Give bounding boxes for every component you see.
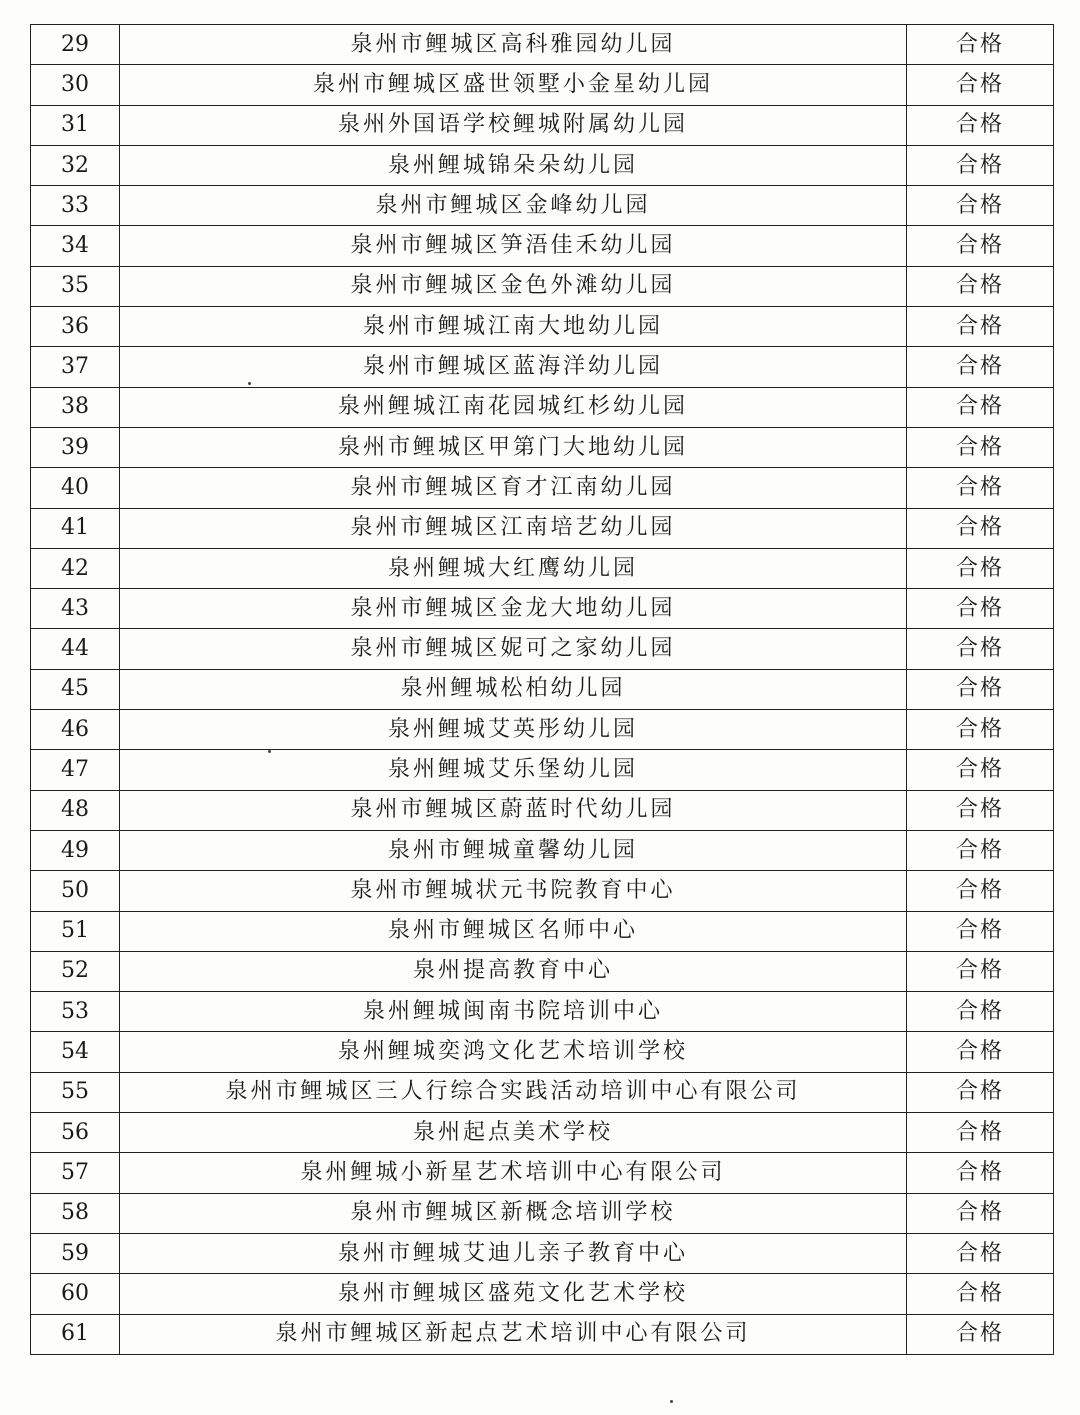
- row-number-cell: 46: [31, 710, 120, 750]
- row-number-cell: 37: [31, 347, 120, 387]
- institution-name-cell: 泉州市鲤城区高科雅园幼儿园: [120, 25, 907, 65]
- row-number-cell: 33: [31, 186, 120, 226]
- scan-speck: [268, 750, 271, 753]
- result-cell: 合格: [907, 992, 1054, 1032]
- institution-name-cell: 泉州市鲤城区蔚蓝时代幼儿园: [120, 790, 907, 830]
- table-row: [31, 951, 1054, 991]
- result-cell: 合格: [907, 1314, 1054, 1354]
- table-row: [31, 1193, 1054, 1233]
- institution-name-cell: 泉州市鲤城区笋浯佳禾幼儿园: [120, 226, 907, 266]
- row-number-cell: 55: [31, 1072, 120, 1112]
- row-number-cell: 48: [31, 790, 120, 830]
- table-row: [31, 1233, 1054, 1273]
- table-row: [31, 1153, 1054, 1193]
- result-cell: 合格: [907, 307, 1054, 347]
- institution-name-cell: 泉州市鲤城区新起点艺术培训中心有限公司: [120, 1314, 907, 1354]
- institution-name-cell: 泉州市鲤城区金峰幼儿园: [120, 186, 907, 226]
- institution-name-cell: 泉州市鲤城区育才江南幼儿园: [120, 468, 907, 508]
- table-row: [31, 508, 1054, 548]
- institution-name-cell: 泉州鲤城江南花园城红杉幼儿园: [120, 387, 907, 427]
- institution-name-cell: 泉州市鲤城状元书院教育中心: [120, 871, 907, 911]
- result-cell: 合格: [907, 145, 1054, 185]
- institution-name-cell: 泉州鲤城艾英彤幼儿园: [120, 710, 907, 750]
- row-number-cell: 38: [31, 387, 120, 427]
- institution-name-cell: 泉州市鲤城江南大地幼儿园: [120, 307, 907, 347]
- scan-speck: [248, 382, 251, 385]
- result-cell: 合格: [907, 1032, 1054, 1072]
- row-number-cell: 53: [31, 992, 120, 1032]
- institution-name-cell: 泉州鲤城大红鹰幼儿园: [120, 548, 907, 588]
- table-row: [31, 347, 1054, 387]
- result-cell: 合格: [907, 508, 1054, 548]
- table-row: [31, 226, 1054, 266]
- institution-name-cell: 泉州鲤城小新星艺术培训中心有限公司: [120, 1153, 907, 1193]
- institution-name-cell: 泉州市鲤城区三人行综合实践活动培训中心有限公司: [120, 1072, 907, 1112]
- table-row: [31, 1072, 1054, 1112]
- row-number-cell: 50: [31, 871, 120, 911]
- result-cell: 合格: [907, 750, 1054, 790]
- institution-name-cell: 泉州市鲤城区甲第门大地幼儿园: [120, 427, 907, 467]
- result-cell: 合格: [907, 1153, 1054, 1193]
- result-cell: 合格: [907, 226, 1054, 266]
- row-number-cell: 59: [31, 1233, 120, 1273]
- row-number-cell: 34: [31, 226, 120, 266]
- row-number-cell: 60: [31, 1274, 120, 1314]
- row-number-cell: 45: [31, 669, 120, 709]
- result-cell: 合格: [907, 1113, 1054, 1153]
- table-row: [31, 65, 1054, 105]
- table-row: [31, 25, 1054, 65]
- table-row: [31, 830, 1054, 870]
- table-row: [31, 145, 1054, 185]
- institution-name-cell: 泉州鲤城锦朵朵幼儿园: [120, 145, 907, 185]
- row-number-cell: 32: [31, 145, 120, 185]
- result-cell: 合格: [907, 266, 1054, 306]
- institution-name-cell: 泉州鲤城艾乐堡幼儿园: [120, 750, 907, 790]
- table-row: [31, 790, 1054, 830]
- table-row: [31, 548, 1054, 588]
- institution-name-cell: 泉州鲤城闽南书院培训中心: [120, 992, 907, 1032]
- table-row: [31, 307, 1054, 347]
- institution-name-cell: 泉州起点美术学校: [120, 1113, 907, 1153]
- institution-name-cell: 泉州市鲤城区盛世领墅小金星幼儿园: [120, 65, 907, 105]
- row-number-cell: 40: [31, 468, 120, 508]
- result-cell: 合格: [907, 710, 1054, 750]
- row-number-cell: 61: [31, 1314, 120, 1354]
- table-row: [31, 710, 1054, 750]
- row-number-cell: 35: [31, 266, 120, 306]
- row-number-cell: 39: [31, 427, 120, 467]
- institution-name-cell: 泉州市鲤城区妮可之家幼儿园: [120, 629, 907, 669]
- table-row: [31, 186, 1054, 226]
- row-number-cell: 42: [31, 548, 120, 588]
- row-number-cell: 56: [31, 1113, 120, 1153]
- table-row: [31, 266, 1054, 306]
- result-cell: 合格: [907, 468, 1054, 508]
- table-row: [31, 427, 1054, 467]
- institution-name-cell: 泉州市鲤城区金色外滩幼儿园: [120, 266, 907, 306]
- institution-name-cell: 泉州鲤城松柏幼儿园: [120, 669, 907, 709]
- table-row: [31, 911, 1054, 951]
- result-cell: 合格: [907, 629, 1054, 669]
- row-number-cell: 51: [31, 911, 120, 951]
- table-row: [31, 629, 1054, 669]
- row-number-cell: 52: [31, 951, 120, 991]
- table-row: [31, 468, 1054, 508]
- result-cell: 合格: [907, 387, 1054, 427]
- scan-speck: [670, 1400, 673, 1403]
- row-number-cell: 58: [31, 1193, 120, 1233]
- table-row: [31, 1032, 1054, 1072]
- institution-name-cell: 泉州市鲤城艾迪儿亲子教育中心: [120, 1233, 907, 1273]
- result-cell: 合格: [907, 105, 1054, 145]
- institution-name-cell: 泉州市鲤城区江南培艺幼儿园: [120, 508, 907, 548]
- inspection-results-table: [30, 24, 1054, 1355]
- result-cell: 合格: [907, 951, 1054, 991]
- table-row: [31, 750, 1054, 790]
- table-row: [31, 1274, 1054, 1314]
- result-cell: 合格: [907, 1193, 1054, 1233]
- institution-name-cell: 泉州市鲤城区金龙大地幼儿园: [120, 589, 907, 629]
- table-row: [31, 1113, 1054, 1153]
- row-number-cell: 36: [31, 307, 120, 347]
- result-cell: 合格: [907, 1072, 1054, 1112]
- institution-name-cell: 泉州市鲤城区蓝海洋幼儿园: [120, 347, 907, 387]
- row-number-cell: 30: [31, 65, 120, 105]
- result-cell: 合格: [907, 911, 1054, 951]
- result-cell: 合格: [907, 65, 1054, 105]
- institution-name-cell: 泉州市鲤城区名师中心: [120, 911, 907, 951]
- result-cell: 合格: [907, 669, 1054, 709]
- table-row: [31, 992, 1054, 1032]
- result-cell: 合格: [907, 347, 1054, 387]
- table-row: [31, 387, 1054, 427]
- table-row: [31, 1314, 1054, 1354]
- result-cell: 合格: [907, 871, 1054, 911]
- institution-name-cell: 泉州提高教育中心: [120, 951, 907, 991]
- table-row: [31, 589, 1054, 629]
- table-body: [31, 25, 1054, 1355]
- row-number-cell: 29: [31, 25, 120, 65]
- row-number-cell: 49: [31, 830, 120, 870]
- row-number-cell: 44: [31, 629, 120, 669]
- result-cell: 合格: [907, 1233, 1054, 1273]
- result-cell: 合格: [907, 589, 1054, 629]
- result-cell: 合格: [907, 790, 1054, 830]
- result-cell: 合格: [907, 25, 1054, 65]
- result-cell: 合格: [907, 1274, 1054, 1314]
- row-number-cell: 54: [31, 1032, 120, 1072]
- institution-name-cell: 泉州市鲤城区新概念培训学校: [120, 1193, 907, 1233]
- row-number-cell: 57: [31, 1153, 120, 1193]
- result-cell: 合格: [907, 548, 1054, 588]
- institution-name-cell: 泉州市鲤城童馨幼儿园: [120, 830, 907, 870]
- institution-name-cell: 泉州外国语学校鲤城附属幼儿园: [120, 105, 907, 145]
- table-row: [31, 105, 1054, 145]
- row-number-cell: 47: [31, 750, 120, 790]
- institution-name-cell: 泉州市鲤城区盛苑文化艺术学校: [120, 1274, 907, 1314]
- institution-name-cell: 泉州鲤城奕鸿文化艺术培训学校: [120, 1032, 907, 1072]
- result-cell: 合格: [907, 186, 1054, 226]
- row-number-cell: 43: [31, 589, 120, 629]
- row-number-cell: 41: [31, 508, 120, 548]
- result-cell: 合格: [907, 830, 1054, 870]
- row-number-cell: 31: [31, 105, 120, 145]
- table-row: [31, 871, 1054, 911]
- table-row: [31, 669, 1054, 709]
- result-cell: 合格: [907, 427, 1054, 467]
